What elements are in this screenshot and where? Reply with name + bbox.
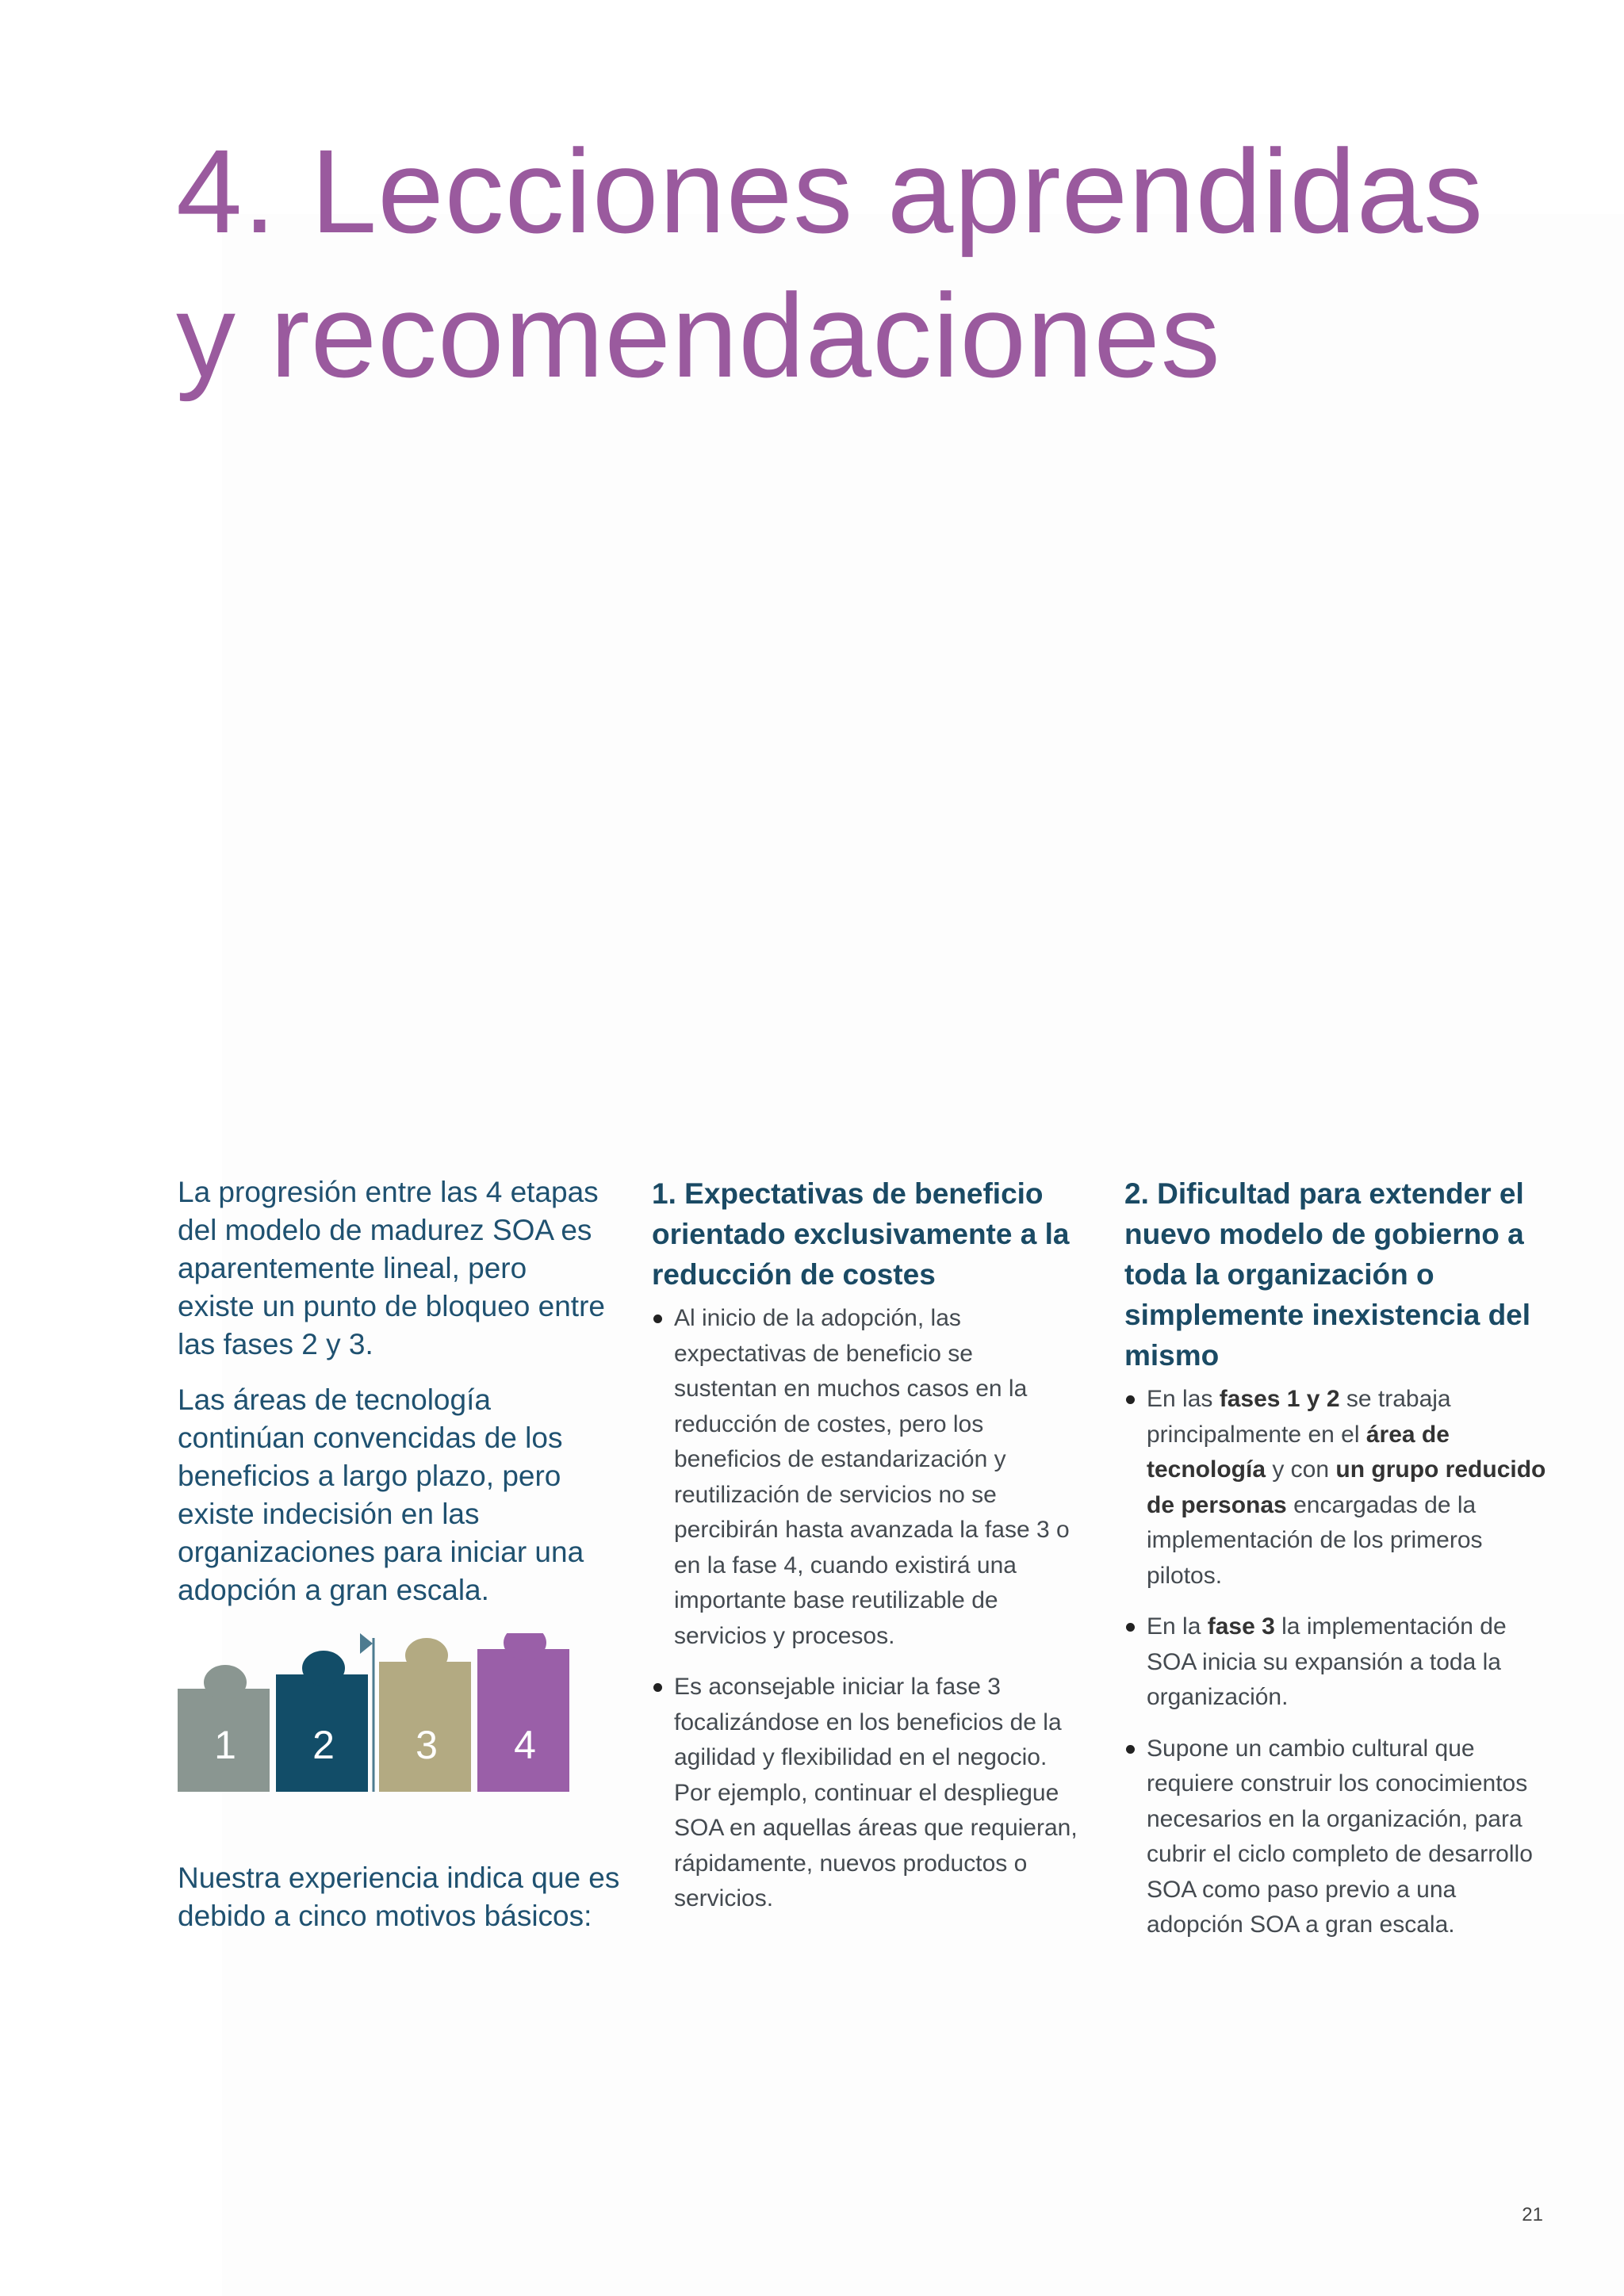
- maturity-stages-svg: [178, 1633, 582, 1823]
- stage-4-label: 4: [514, 1723, 536, 1767]
- section-2-bullet-1-text-3: y con: [1266, 1456, 1336, 1483]
- section-2-bullet-3: Supone un cambio cultural que requiere construir los conocimientos necesarios en la organización, para cubrir el ciclo completo de desarrollo SOA como paso previo a una adopción SOA a gran escala.: [1124, 1732, 1553, 1943]
- section-2-bullet-1-strong-3: un grupo reducido de personas: [1147, 1456, 1546, 1518]
- section-2-bullet-1-strong-1: fases 1 y 2: [1219, 1386, 1340, 1412]
- section-2-bullet-1-text-2: se trabaja principalmente en el: [1147, 1386, 1451, 1448]
- blocking-point-arrow-icon: [360, 1633, 373, 1654]
- page-title-line-2: y recomendaciones: [176, 269, 1221, 402]
- section-2-bullet-2: [1124, 1609, 1553, 1716]
- page-title: [176, 119, 1484, 408]
- stage-1-label: 1: [214, 1723, 236, 1767]
- section-2-bullet-1-text-4: encargadas de la implementación de los primeros pilotos.: [1147, 1491, 1483, 1589]
- section-1-heading: 1. Expectativas de beneficio orientado exclusivamente a la reducción de costes: [652, 1177, 1070, 1291]
- section-1-column: [652, 1173, 1080, 1933]
- stage-4-block: [477, 1649, 569, 1792]
- stage-3-label: 3: [416, 1723, 438, 1767]
- stage-2-head: [302, 1651, 345, 1686]
- page-title-line-1: 4. Lecciones aprendidas: [176, 124, 1484, 258]
- section-2-bullet-2-text-2: la implementación de SOA inicia su expansión a toda la organización.: [1147, 1613, 1507, 1710]
- section-1-bullet-2: Es aconsejable iniciar la fase 3 focalizándose en los beneficios de la agilidad y flexibilidad en el negocio. Por ejemplo, continuar el despliegue SOA en aquellas áreas que requieran, rápidamente, nuevos productos o servicios.: [652, 1670, 1080, 1917]
- section-2-bullet-1-strong-2: área de tecnología: [1147, 1421, 1450, 1483]
- section-2-bullet-1-text-1: En las: [1147, 1386, 1220, 1412]
- section-1-bullets: [652, 1301, 1080, 1917]
- stage-3-head: [405, 1638, 448, 1673]
- section-2-bullet-1: [1124, 1382, 1553, 1594]
- intro-paragraph-2: Las áreas de tecnología continúan convencidas de los beneficios a largo plazo, pero existe indecisión en las organizaciones para iniciar una adopción a gran escala.: [178, 1383, 584, 1606]
- section-2-bullets: [1124, 1382, 1553, 1943]
- page-number: 21: [1522, 2204, 1543, 2225]
- section-2-bullet-2-strong-1: fase 3: [1207, 1613, 1275, 1640]
- stage-2-label: 2: [312, 1723, 335, 1767]
- section-2-bullet-2-text-1: En la: [1147, 1613, 1208, 1640]
- intro-paragraph-1: La progresión entre las 4 etapas del modelo de madurez SOA es aparentemente lineal, pero existe un punto de bloqueo entre las fases 2 y 3.: [178, 1176, 605, 1360]
- section-2-column: [1124, 1173, 1553, 1959]
- section-2-heading: 2. Dificultad para extender el nuevo modelo de gobierno a toda la organización o simplemente inexistencia del mismo: [1124, 1177, 1531, 1372]
- section-1-bullet-1: Al inicio de la adopción, las expectativas de beneficio se sustentan en muchos casos en la reducción de costes, pero los beneficios de estandarización y reutilización de servicios no se percibirán hasta avanzada la fase 3 o en la fase 4, cuando existirá una importante base reutilizable de servicios y procesos.: [652, 1301, 1080, 1654]
- stage-1-head: [204, 1665, 247, 1700]
- maturity-stages-diagram: [178, 1633, 582, 1823]
- conclusion-text: Nuestra experiencia indica que es debido a cinco motivos básicos:: [178, 1862, 620, 1932]
- intro-column: [178, 1173, 606, 1627]
